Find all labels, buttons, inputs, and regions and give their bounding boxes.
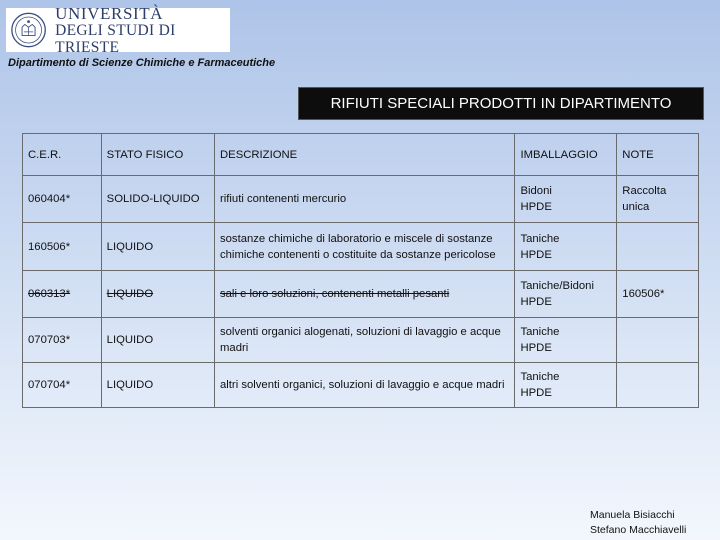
table-row — [23, 176, 699, 223]
stato-cell: LIQUIDO — [101, 223, 214, 271]
column-header-note: NOTE — [617, 134, 699, 176]
imballaggio-cell — [515, 363, 617, 408]
imballaggio-line2: HPDE — [520, 387, 552, 399]
note-cell — [617, 176, 699, 223]
descrizione-cell: rifiuti contenenti mercurio — [215, 176, 515, 223]
stato-cell: LIQUIDO — [101, 271, 214, 318]
table-row — [23, 318, 699, 363]
descrizione-cell: sostanze chimiche di laboratorio e miscele di sostanze chimiche contenenti o costituite da sostanze pericolose — [215, 223, 515, 271]
descrizione-cell: sali e loro soluzioni, contenenti metalli pesanti — [215, 271, 515, 318]
imballaggio-line1: Taniche — [520, 326, 560, 338]
note-cell — [617, 318, 699, 363]
stato-cell: LIQUIDO — [101, 363, 214, 408]
descrizione-cell: altri solventi organici, soluzioni di lavaggio e acque madri — [215, 363, 515, 408]
column-header-descrizione: DESCRIZIONE — [215, 134, 515, 176]
authors — [590, 508, 686, 538]
note-cell: 160506* — [617, 271, 699, 318]
imballaggio-line2: HPDE — [520, 342, 552, 354]
imballaggio-line2: HPDE — [520, 296, 552, 308]
imballaggio-cell — [515, 318, 617, 363]
waste-table — [22, 133, 699, 408]
cer-cell: 070703* — [23, 318, 102, 363]
imballaggio-line2: HPDE — [520, 248, 552, 261]
table-row — [23, 363, 699, 408]
university-seal-icon — [10, 10, 47, 50]
column-header-stato: STATO FISICO — [101, 134, 214, 176]
table-row — [23, 271, 699, 318]
imballaggio-cell — [515, 271, 617, 318]
note-cell — [617, 363, 699, 408]
imballaggio-cell — [515, 176, 617, 223]
column-header-cer: C.E.R. — [23, 134, 102, 176]
imballaggio-line2: HPDE — [520, 201, 552, 213]
university-name-line1: UNIVERSITÀ — [55, 3, 164, 23]
note-line1: Raccolta — [622, 185, 667, 197]
column-header-imballaggio: IMBALLAGGIO — [515, 134, 617, 176]
author-name: Manuela Bisiacchi — [590, 509, 675, 521]
cer-cell: 070704* — [23, 363, 102, 408]
cer-cell: 160506* — [23, 223, 102, 271]
cer-cell: 060313* — [23, 271, 102, 318]
author-name: Stefano Macchiavelli — [590, 524, 687, 536]
university-logo — [6, 3, 230, 56]
imballaggio-line1: Taniche — [520, 232, 560, 245]
descrizione-cell: solventi organici alogenati, soluzioni di lavaggio e acque madri — [215, 318, 515, 363]
imballaggio-line1: Taniche/Bidoni — [520, 280, 594, 292]
table-header-row — [23, 134, 699, 176]
university-name-line2: DEGLI STUDI DI TRIESTE — [55, 21, 176, 56]
department-name: Dipartimento di Scienze Chimiche e Farmaceutiche — [8, 57, 276, 69]
imballaggio-line1: Bidoni — [520, 185, 552, 197]
imballaggio-line1: Taniche — [520, 371, 560, 383]
imballaggio-cell — [515, 223, 617, 271]
stato-cell: SOLIDO-LIQUIDO — [101, 176, 214, 223]
page-title: RIFIUTI SPECIALI PRODOTTI IN DIPARTIMENTO — [298, 87, 704, 120]
cer-cell: 060404* — [23, 176, 102, 223]
note-cell — [617, 223, 699, 271]
note-line2: unica — [622, 201, 650, 213]
stato-cell: LIQUIDO — [101, 318, 214, 363]
table-row — [23, 223, 699, 271]
